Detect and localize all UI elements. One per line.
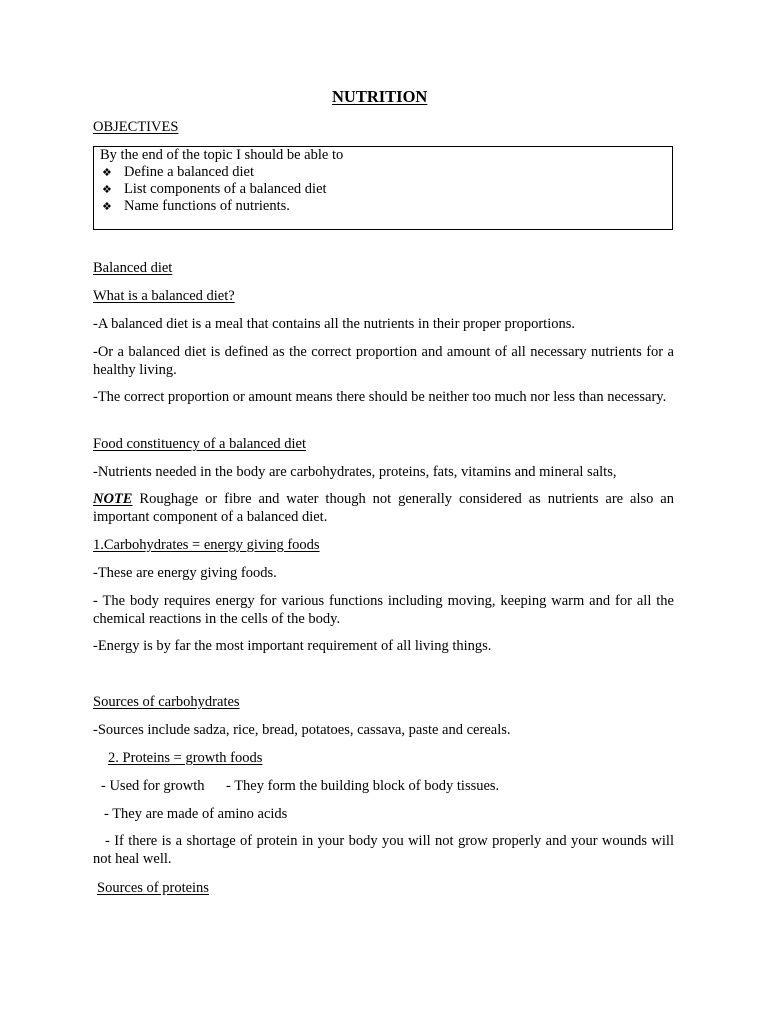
diamond-bullet-icon: ❖ (102, 166, 112, 179)
carbohydrates-heading: 1.Carbohydrates = energy giving foods (93, 537, 320, 553)
objective-item: ❖ Name functions of nutrients. (102, 198, 290, 214)
objective-item: ❖ List components of a balanced diet (102, 181, 327, 197)
nutrients-paragraph: -Nutrients needed in the body are carbohydrates, proteins, fats, vitamins and mineral salts, (93, 464, 617, 480)
constituency-heading: Food constituency of a balanced diet (93, 436, 307, 452)
note-paragraph (93, 490, 674, 526)
objectives-box (93, 146, 673, 230)
balanced-diet-heading: Balanced diet (93, 260, 173, 276)
page-title: NUTRITION (332, 87, 428, 106)
objectives-intro: By the end of the topic I should be able to (100, 147, 344, 163)
proteins-paragraph: - If there is a shortage of protein in your body you will not grow properly and your wounds will not heal well. (93, 833, 674, 867)
definition-paragraph: -A balanced diet is a meal that contains all the nutrients in their proper proportions. (93, 316, 575, 332)
carbohydrates-paragraph: -These are energy giving foods. (93, 565, 277, 581)
carbohydrates-paragraph: - The body requires energy for various functions including moving, keeping warm and for all the chemical reactions in the cells of the body. (93, 593, 674, 627)
proteins-paragraph: - They form the building block of body tissues. (226, 778, 500, 794)
carbohydrate-sources-heading: Sources of carbohydrates (93, 694, 240, 710)
proteins-heading: 2. Proteins = growth foods (108, 750, 263, 766)
note-label: NOTE (93, 491, 133, 507)
proteins-paragraph: - Used for growth (101, 778, 205, 794)
diamond-bullet-icon: ❖ (102, 183, 112, 196)
objective-item: ❖ Define a balanced diet (102, 164, 255, 180)
carbohydrates-paragraph: -Energy is by far the most important requirement of all living things. (93, 638, 492, 654)
objectives-heading: OBJECTIVES (93, 119, 179, 135)
carbohydrate-sources-paragraph: -Sources include sadza, rice, bread, potatoes, cassava, paste and cereals. (93, 722, 511, 738)
question-heading: What is a balanced diet? (93, 288, 235, 304)
protein-sources-heading: Sources of proteins (97, 880, 209, 896)
definition-paragraph: -Or a balanced diet is defined as the correct proportion and amount of all necessary nutrients for a healthy living. (93, 344, 674, 378)
diamond-bullet-icon: ❖ (102, 200, 112, 213)
note-text: Roughage or fibre and water though not generally considered as nutrients are also an important component of a balanced diet. (93, 491, 674, 525)
proteins-paragraph: - They are made of amino acids (104, 806, 288, 822)
definition-paragraph: -The correct proportion or amount means there should be neither too much nor less than necessary. (93, 389, 667, 405)
